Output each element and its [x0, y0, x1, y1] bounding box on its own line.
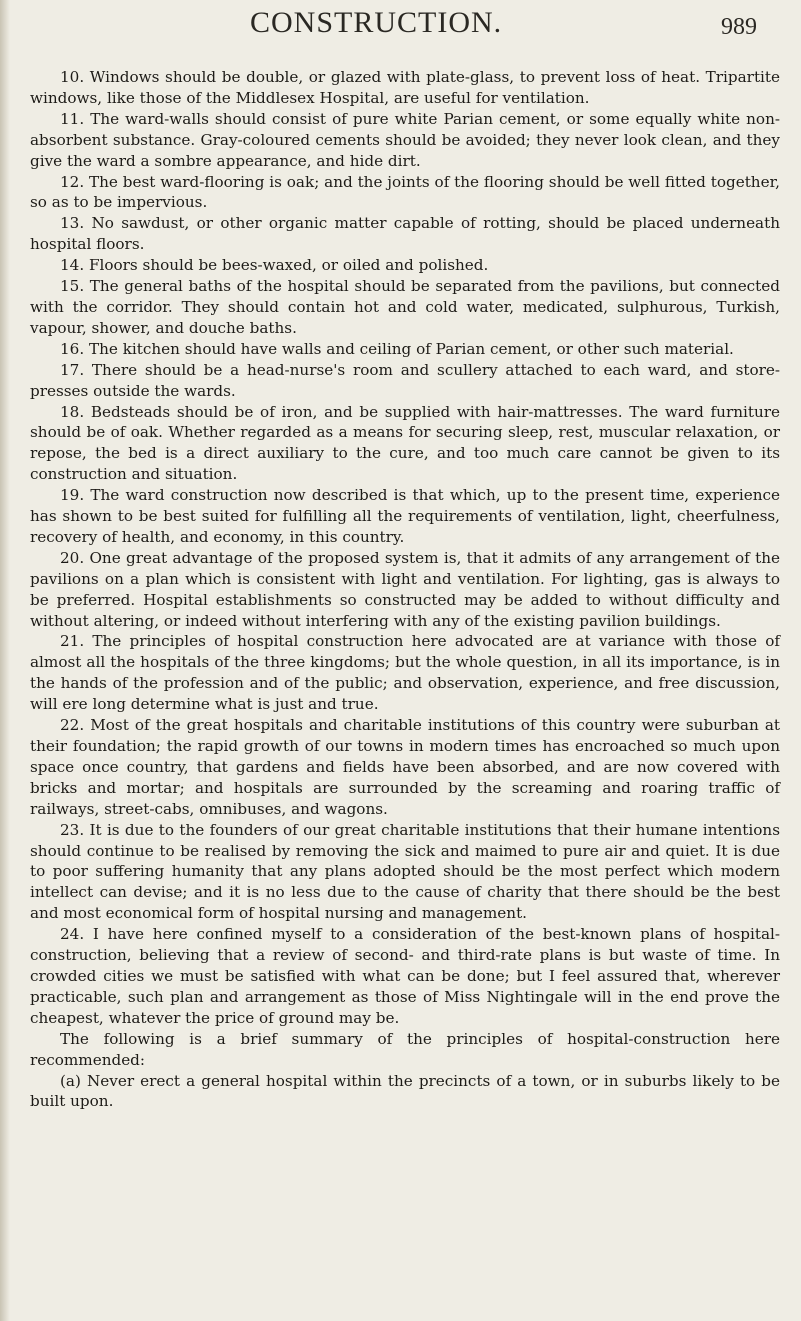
- paragraph-10: 10. Windows should be double, or glazed with plate-glass, to prevent loss of heat. Tripartite windows, like those of the Middlesex Hospital, are useful for ventilation.: [30, 68, 780, 107]
- paragraph-22: 22. Most of the great hospitals and charitable institutions of this country were suburban at their foundation; the rapid growth of our towns in modern times has encroached so much upon space once country, that gardens and fields have been absorbed, and are now covered with bricks and mortar; and hospitals are surrounded by the screaming and roaring traffic of railways, street-cabs, omnibuses, and wagons.: [30, 716, 780, 818]
- paragraph-16: 16. The kitchen should have walls and ceiling of Parian cement, or other such material.: [60, 339, 734, 358]
- paragraph-17: 17. There should be a head-nurse's room and scullery attached to each ward, and store-presses outside the wards.: [30, 360, 780, 400]
- paragraph-15: 15. The general baths of the hospital should be separated from the pavilions, but connected with the corridor. They should contain hot and cold water, medicated, sulphurous, Turkish, vapour, shower, and douche baths.: [30, 277, 780, 337]
- paragraph-23: 23. It is due to the founders of our great charitable institutions that their humane intentions should continue to be realised by removing the sick and maimed to pure air and quiet. It is due to poor suffering humanity that any plans adopted should be the most perfect which modern intellect can devise; and it is no less due to the cause of charity that there should be the best and most economical form of hospital nursing and management.: [30, 820, 780, 923]
- paragraph-12: 12. The best ward-flooring is oak; and the joints of the flooring should be well fitted together, so as to be impervious.: [30, 172, 780, 212]
- summary-item-a: (a) Never erect a general hospital within the precincts of a town, or in suburbs likely to be built upon.: [30, 1071, 780, 1111]
- paragraph-20: 20. One great advantage of the proposed system is, that it admits of any arrangement of the pavilions on a plan which is consistent with light and ventilation. For lighting, gas is always to be preferred. Hospital establishments so constructed may be added to without difficulty and without altering, or indeed without interfering with any of the existing pavilion buildings.: [30, 548, 780, 630]
- paragraph-13: 13. No sawdust, or other organic matter capable of rotting, should be placed underneath hospital floors.: [30, 214, 780, 254]
- page-edge-shadow: [0, 0, 10, 1321]
- page-number: 989: [721, 14, 757, 40]
- paragraph-19: 19. The ward construction now described is that which, up to the present time, experience has shown to be best suited for fulfilling all the requirements of ventilation, light, cheerfulness, recovery of health, and economy, in this country.: [30, 486, 780, 546]
- paragraph-18: 18. Bedsteads should be of iron, and be supplied with hair-mattresses. The ward furniture should be of oak. Whether regarded as a means for securing sleep, rest, muscular relaxation, or repose, the bed is a direct auxiliary to the cure, and too much care cannot be given to its construction and situation.: [30, 402, 780, 484]
- paragraph-21: 21. The principles of hospital construction here advocated are at variance with those of almost all the hospitals of the three kingdoms; but the whole question, in all its importance, is in the hands of the profession and of the public; and observation, experience, and free discussion, will ere long determine what is just and true.: [30, 632, 780, 714]
- running-head: [0, 6, 801, 46]
- summary-intro: The following is a brief summary of the principles of hospital-construction here recommended:: [30, 1029, 780, 1069]
- paragraph-14: 14. Floors should be bees-waxed, or oiled and polished.: [60, 256, 489, 275]
- chapter-title: CONSTRUCTION.: [250, 6, 503, 39]
- paragraph-24: 24. I have here confined myself to a consideration of the best-known plans of hospital-construction, believing that a review of second- and third-rate plans is but waste of time. In crowded cities we must be satisfied with what can be done; but I feel assured that, wherever practicable, such plan and arrangement as those of Miss Nightingale will in the end prove the cheapest, whatever the price of ground may be.: [30, 925, 780, 1027]
- body-text: [30, 67, 780, 1112]
- paragraph-11: 11. The ward-walls should consist of pure white Parian cement, or some equally white non-absorbent substance. Gray-coloured cements should be avoided; they never look clean, and they give the ward a sombre appearance, and hide dirt.: [30, 109, 780, 170]
